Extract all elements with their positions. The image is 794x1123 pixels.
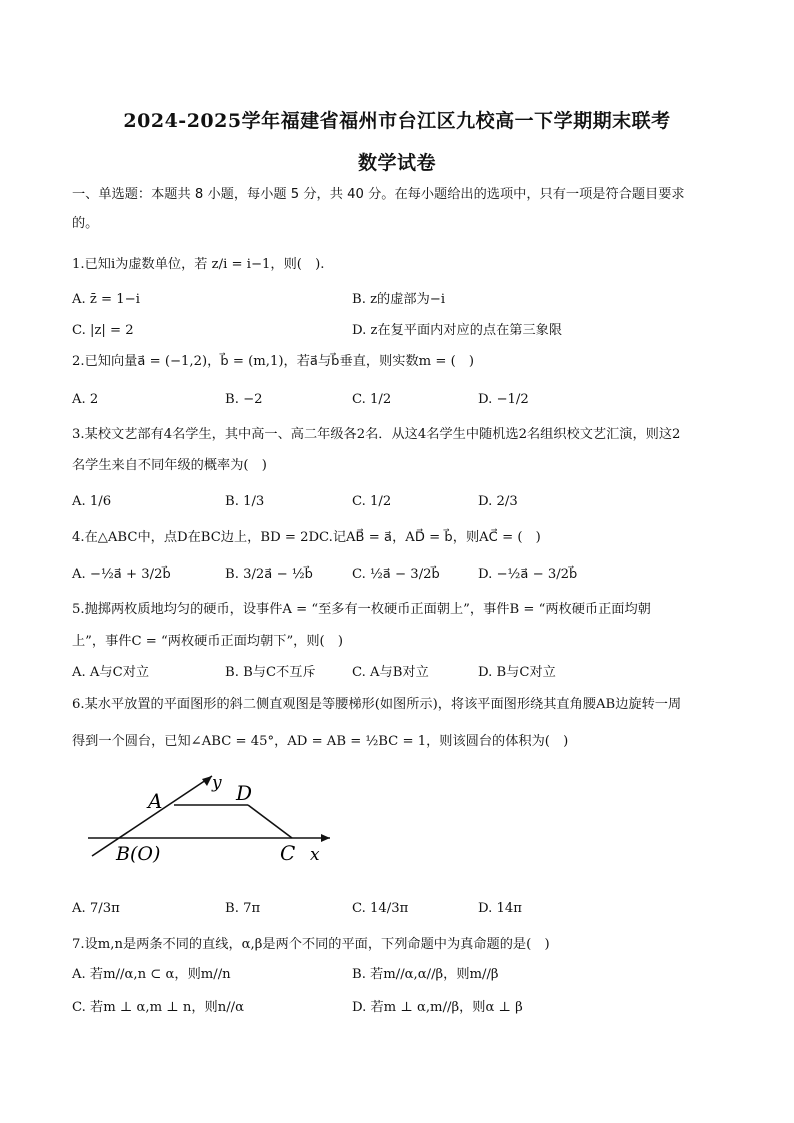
- question-1-options-row2: [72, 322, 732, 340]
- question-6-option-b: B. 7π: [225, 901, 261, 916]
- question-5-option-c: C. A与B对立: [352, 665, 429, 680]
- question-3-option-b: B. 1/3: [225, 494, 265, 509]
- label-y: y: [212, 773, 222, 793]
- question-1-option-b: B. z的虚部为−i: [352, 292, 446, 307]
- question-4-option-d: D. −½a⃗ − 3/2b⃗: [478, 567, 578, 582]
- question-7-options-row1: [72, 966, 732, 984]
- question-7-option-a: A. 若m//α,n ⊂ α，则m//n: [72, 967, 231, 982]
- question-2-option-a: A. 2: [72, 392, 99, 407]
- question-5-option-a: A. A与C对立: [72, 665, 150, 680]
- trapezoid-diagram: [80, 768, 340, 868]
- question-7-options-row2: [72, 999, 732, 1017]
- x-axis-arrow-icon: [321, 834, 330, 842]
- question-4-options: [72, 566, 732, 584]
- exam-title: 2024-2025学年福建省福州市台江区九校高一下学期期末联考: [123, 110, 671, 132]
- question-5-stem-line1: 5.抛掷两枚质地均匀的硬币，设事件A = “至多有一枚硬币正面朝上”，事件B = “两枚硬币正面均朝: [72, 602, 651, 617]
- question-1-option-c: C. |z| = 2: [72, 323, 134, 338]
- question-5-option-d: D. B与C对立: [478, 665, 556, 680]
- question-7-option-c: C. 若m ⊥ α,m ⊥ n，则n//α: [72, 1000, 245, 1015]
- question-2-options: [72, 391, 732, 409]
- label-x: x: [310, 845, 320, 865]
- question-3-stem-line2: 名学生来自不同年级的概率为( ): [72, 458, 267, 473]
- question-7-option-d: D. 若m ⊥ α,m//β，则α ⊥ β: [352, 1000, 523, 1015]
- question-3-option-a: A. 1/6: [72, 494, 112, 509]
- question-1-option-d: D. z在复平面内对应的点在第三象限: [352, 323, 563, 338]
- question-7-stem: 7.设m,n是两条不同的直线，α,β是两个不同的平面，下列命题中为真命题的是( ): [72, 937, 550, 952]
- question-5-options: [72, 664, 732, 682]
- question-3-stem-line1: 3.某校文艺部有4名学生，其中高一、高二年级各2名．从这4名学生中随机选2名组织校文艺汇演，则这2: [72, 427, 681, 442]
- question-2-stem: 2.已知向量a⃗ = (−1,2)，b⃗ = (m,1)，若a⃗与b⃗垂直，则实数m = ( ): [72, 354, 475, 369]
- question-6-stem-line2: 得到一个圆台，已知∠ABC = 45°，AD = AB = ½BC = 1，则该圆台的体积为( ): [72, 734, 569, 749]
- label-b-o: B(O): [116, 843, 161, 865]
- question-1-option-a: A. z̄ = 1−i: [72, 292, 140, 307]
- question-3-option-c: C. 1/2: [352, 494, 392, 509]
- section-instructions-line2: 的。: [72, 216, 99, 231]
- label-c: C: [280, 841, 296, 865]
- question-4-option-a: A. −½a⃗ + 3/2b⃗: [72, 567, 171, 582]
- question-6-option-a: A. 7/3π: [72, 901, 120, 916]
- question-5-option-b: B. B与C不互斥: [225, 665, 316, 680]
- question-1-options-row1: [72, 291, 732, 309]
- question-6-stem-line1: 6.某水平放置的平面图形的斜二侧直观图是等腰梯形(如图所示)，将该平面图形绕其直角腰AB边旋转一周: [72, 697, 682, 712]
- question-2-option-b: B. −2: [225, 392, 263, 407]
- question-3-options: [72, 493, 732, 511]
- question-4-option-c: C. ½a⃗ − 3/2b⃗: [352, 567, 440, 582]
- segment-dc: [248, 805, 292, 838]
- question-4-stem: 4.在△ABC中，点D在BC边上，BD = 2DC.记AB⃗ = a⃗，AD⃗ = b⃗，则AC⃗ = ( ): [72, 530, 541, 545]
- y-axis-arrow-icon: [202, 776, 212, 786]
- question-6-option-c: C. 14/3π: [352, 901, 409, 916]
- question-5-stem-line2: 上”，事件C = “两枚硬币正面均朝下”，则( ): [72, 634, 344, 649]
- question-2-option-c: C. 1/2: [352, 392, 392, 407]
- label-d: D: [236, 781, 253, 805]
- question-1-stem: 1.已知i为虚数单位，若 z/i = i−1，则( ).: [72, 257, 325, 272]
- question-6-options: [72, 900, 732, 918]
- question-2-option-d: D. −1/2: [478, 392, 529, 407]
- label-a: A: [148, 789, 163, 813]
- question-7-option-b: B. 若m//α,α//β，则m//β: [352, 967, 499, 982]
- section-instructions-line1: 一、单选题：本题共 8 小题，每小题 5 分，共 40 分。在每小题给出的选项中，只有一项是符合题目要求: [72, 187, 685, 202]
- exam-subtitle: 数学试卷: [357, 152, 436, 174]
- question-3-option-d: D. 2/3: [478, 494, 518, 509]
- question-6-option-d: D. 14π: [478, 901, 522, 916]
- question-4-option-b: B. 3/2a⃗ − ½b⃗: [225, 567, 313, 582]
